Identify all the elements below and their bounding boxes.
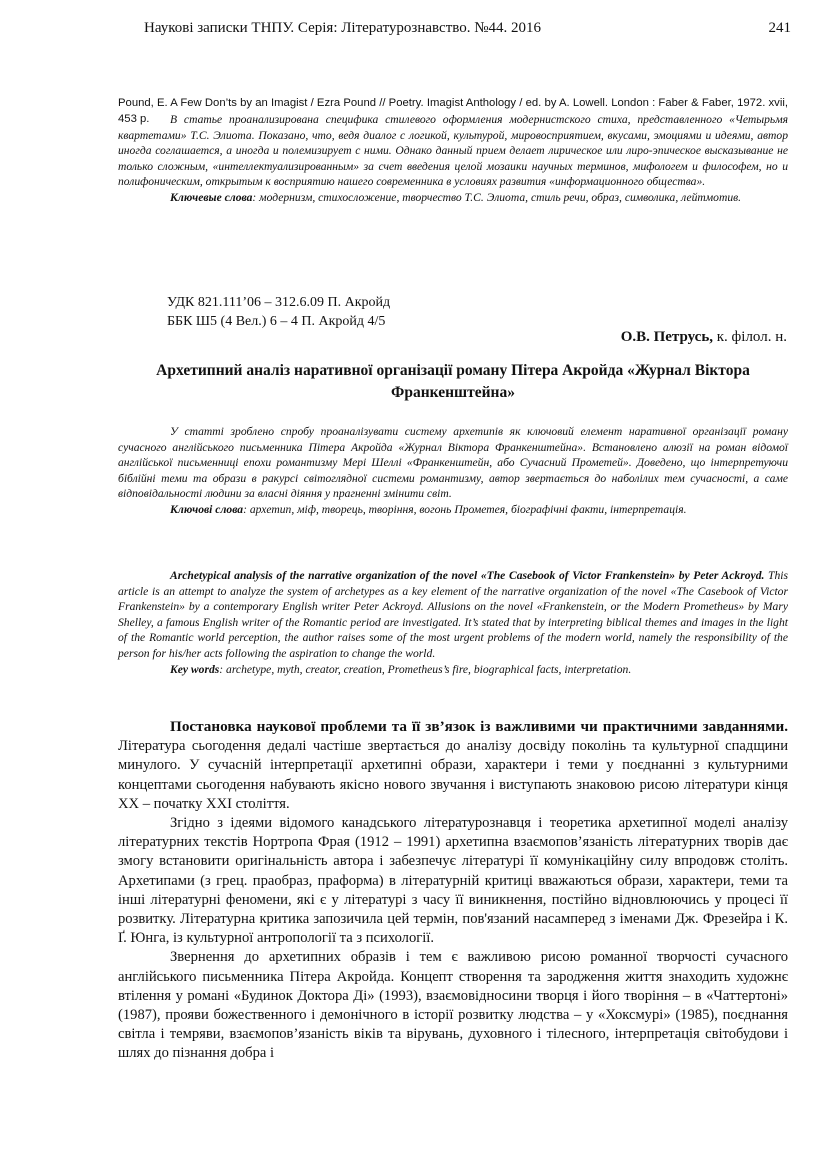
abstract-english-title: Archetypical analysis of the narrative organization of the novel «The Casebook of Victor Frankenstein» by Peter Ackroyd. bbox=[170, 569, 765, 582]
keywords-list: : archetype, myth, creator, creation, Prometheus’s fire, biographical facts, interpretation. bbox=[219, 662, 632, 676]
body-paragraph bbox=[118, 717, 788, 814]
author-line bbox=[621, 329, 787, 346]
section-heading: Постановка наукової проблеми та її зв’язок із важливими чи практичними завданнями. bbox=[170, 718, 788, 735]
abstract-russian-keywords bbox=[118, 190, 788, 206]
abstract-ukrainian bbox=[118, 424, 788, 518]
abstract-ukrainian-text: У статті зроблено спробу проаналізувати систему архетипів як ключовий елемент наративної організації роману сучасного англійського письменника Пітера Акройда «Журнал Віктора Франкенштейна». Встановлено алюзії на роман відомої англійської письменниці епохи романтизму Мері Шеллі «Франкенштейн, або Сучасний Прометей». Доведено, що інтерпретуючи біблійні теми та образи в ракурсі світоглядної системи романтизму, автор звертається до наболілих тем сучасності, а саме відповідальності людини за власні діяння у прагненні змінити світ. bbox=[118, 425, 788, 501]
author-name: О.В. Петрусь, bbox=[620, 329, 714, 345]
abstract-english-keywords bbox=[118, 662, 788, 678]
main-text bbox=[118, 717, 788, 1064]
keywords-label: Ключові слова bbox=[170, 502, 244, 516]
author-degree: к. філол. н. bbox=[713, 329, 787, 345]
abstract-ukrainian-keywords bbox=[118, 502, 788, 518]
paragraph-text: Література сьогодення дедалі частіше звертається до аналізу досвіду поколінь та культурної спадщини минулого. У сучасній інтерпретації архетипні образи, характери і теми у поєднанні з культурними концептами сьогодення набувають якісно нового звучання і виступають знаковою рисою літератури кінця ХХ – початку ХХІ століття. bbox=[118, 738, 788, 812]
classification-codes bbox=[167, 293, 390, 331]
reference-entry: Pound, E. A Few Don’ts by an Imagist / Ezra Pound // Poetry. Imagist Anthology / ed. by A. Lowell. London : Faber & Faber, 1972. xvii, 453 p. bbox=[118, 97, 788, 125]
article-title: Архетипний аналіз наративної організації роману Пітера Акройда «Журнал Віктора Франкенштейна» bbox=[156, 362, 750, 401]
keywords-label: Key words bbox=[170, 662, 220, 676]
journal-title: Наукові записки ТНПУ. Серія: Літературознавство. №44. 2016 bbox=[144, 20, 542, 36]
keywords-list: : архетип, міф, творець, творіння, вогонь Прометея, біографічні факти, інтерпретація. bbox=[243, 502, 687, 516]
abstract-russian bbox=[118, 112, 788, 205]
abstract-english-text bbox=[118, 568, 788, 662]
abstract-russian-text: В статье проанализирована специфика стилевого оформления модернистского стиха, представленного «Четырьмя квартетами» Т.С. Элиота. Показано, что, ведя диалог с логикой, культурой, мировосприятием, вкусами, эмоциями и идеями, автор иногда соглашается, а иногда и полемизирует с ними. Однако данный прием делает лирическое или лиро-эпическое высказывание не только сложным, «интеллектуализированным» за счет введения целой мозаики научных терминов, мифологем и философем, но и полифоническим, открытым к восприятию нашего современника в условиях развития «информационного общества». bbox=[118, 113, 788, 188]
bbk-code: ББК Ш5 (4 Вел.) 6 – 4 П. Акройд 4/5 bbox=[167, 314, 386, 329]
page-number: 241 bbox=[768, 20, 791, 36]
udk-code: УДК 821.111’06 – 312.6.09 П. Акройд bbox=[167, 295, 391, 310]
keywords-label: Ключевые слова bbox=[170, 190, 253, 204]
body-paragraph: Звернення до архетипних образів і тем є важливою рисою романної творчості сучасного англійського письменника Пітера Акройда. Концепт створення та зародження життя знаходить художнє втілення у романі «Будинок Доктора Ді» (1993), взаємовідносини творця і його творіння – в «Чаттертоні» (1987), прояви божественного і демонічного в історії розвитку людства – у «Хоксмурі» (1985), поєднання світла і темряви, взаємопов’язаність віків та вірувань, духовного і тілесного, інтерпретація світобудови і шлях до пізнання добра і bbox=[118, 949, 788, 1062]
body-paragraph: Згідно з ідеями відомого канадського літературознавця і теоретика архетипної моделі аналізу літературних текстів Нортропа Фрая (1912 – 1991) архетипна взаємопов’язаність літературних творів дає змогу встановити оригінальність автора і забезпечує літературі її комунікаційну силу впродовж століть. Архетипами (з грец. праобраз, праформа) в літературній критиці вважаються образи, характери, теми та інші літературні феномени, які є у літературі з часу її виникнення, постійно відновлюючись у процесі її розвитку. Літературна критика запозичила цей термін, пов'язаний насамперед з іменами Дж. Фрезейра і К. Ґ. Юнга, із культурної антропології та з психології. bbox=[118, 815, 788, 947]
keywords-list: : модернизм, стихосложение, творчество Т.С. Элиота, стиль речи, образ, символика, лейтмотив. bbox=[252, 190, 742, 204]
running-header bbox=[118, 20, 793, 42]
abstract-english-body: This article is an attempt to analyze the system of archetypes as a key element of the narrative organization of the novel «The Casebook of Victor Frankenstein» by a contemporary English writer Peter Ackroyd. Allusions on the novel «Frankenstein, or the Modern Prometheus» by Mary Shelley, a famous English writer of the Romantic period are investigated. It’s stated that by interpreting biblical themes and images in the light of the Romantic world perception, the author raises some of the most urgent problems of the modern world, namely the responsibility of the person for his/her acts following the aspiration to change the world. bbox=[118, 569, 788, 660]
abstract-english bbox=[118, 568, 788, 677]
